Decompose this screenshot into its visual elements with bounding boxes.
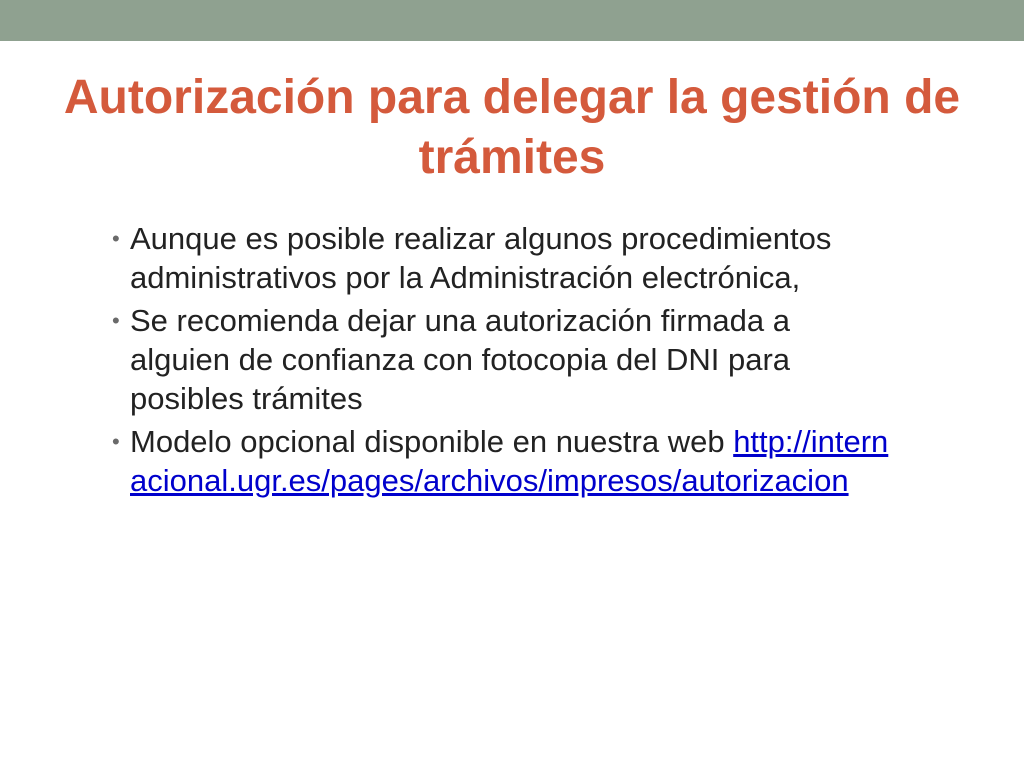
bullet-item-1 [112,219,892,297]
bullet-dot-icon: • [112,308,120,333]
bullet-item-3 [112,422,892,500]
bullet-dot-icon: • [112,226,120,251]
slide-title: Autorización para delegar la gestión de trámites [63,71,961,184]
bullet-dot-icon: • [112,429,120,454]
bullet-text: Modelo opcional disponible en nuestra web [130,424,734,459]
bullet-text: Se recomienda dejar una autorización firmada a alguien de confianza con fotocopia del DNI para posibles trámites [130,303,791,416]
bullet-text: Aunque es posible realizar algunos procedimientos administrativos por la Administración electrónica, [130,221,832,295]
autorizacion-link[interactable]: http://internacional.ugr.es/pages/archivos/impresos/autorizacion [130,424,889,498]
top-accent-bar [0,0,1024,41]
bullet-list [112,219,892,504]
bullet-item-2 [112,301,892,418]
